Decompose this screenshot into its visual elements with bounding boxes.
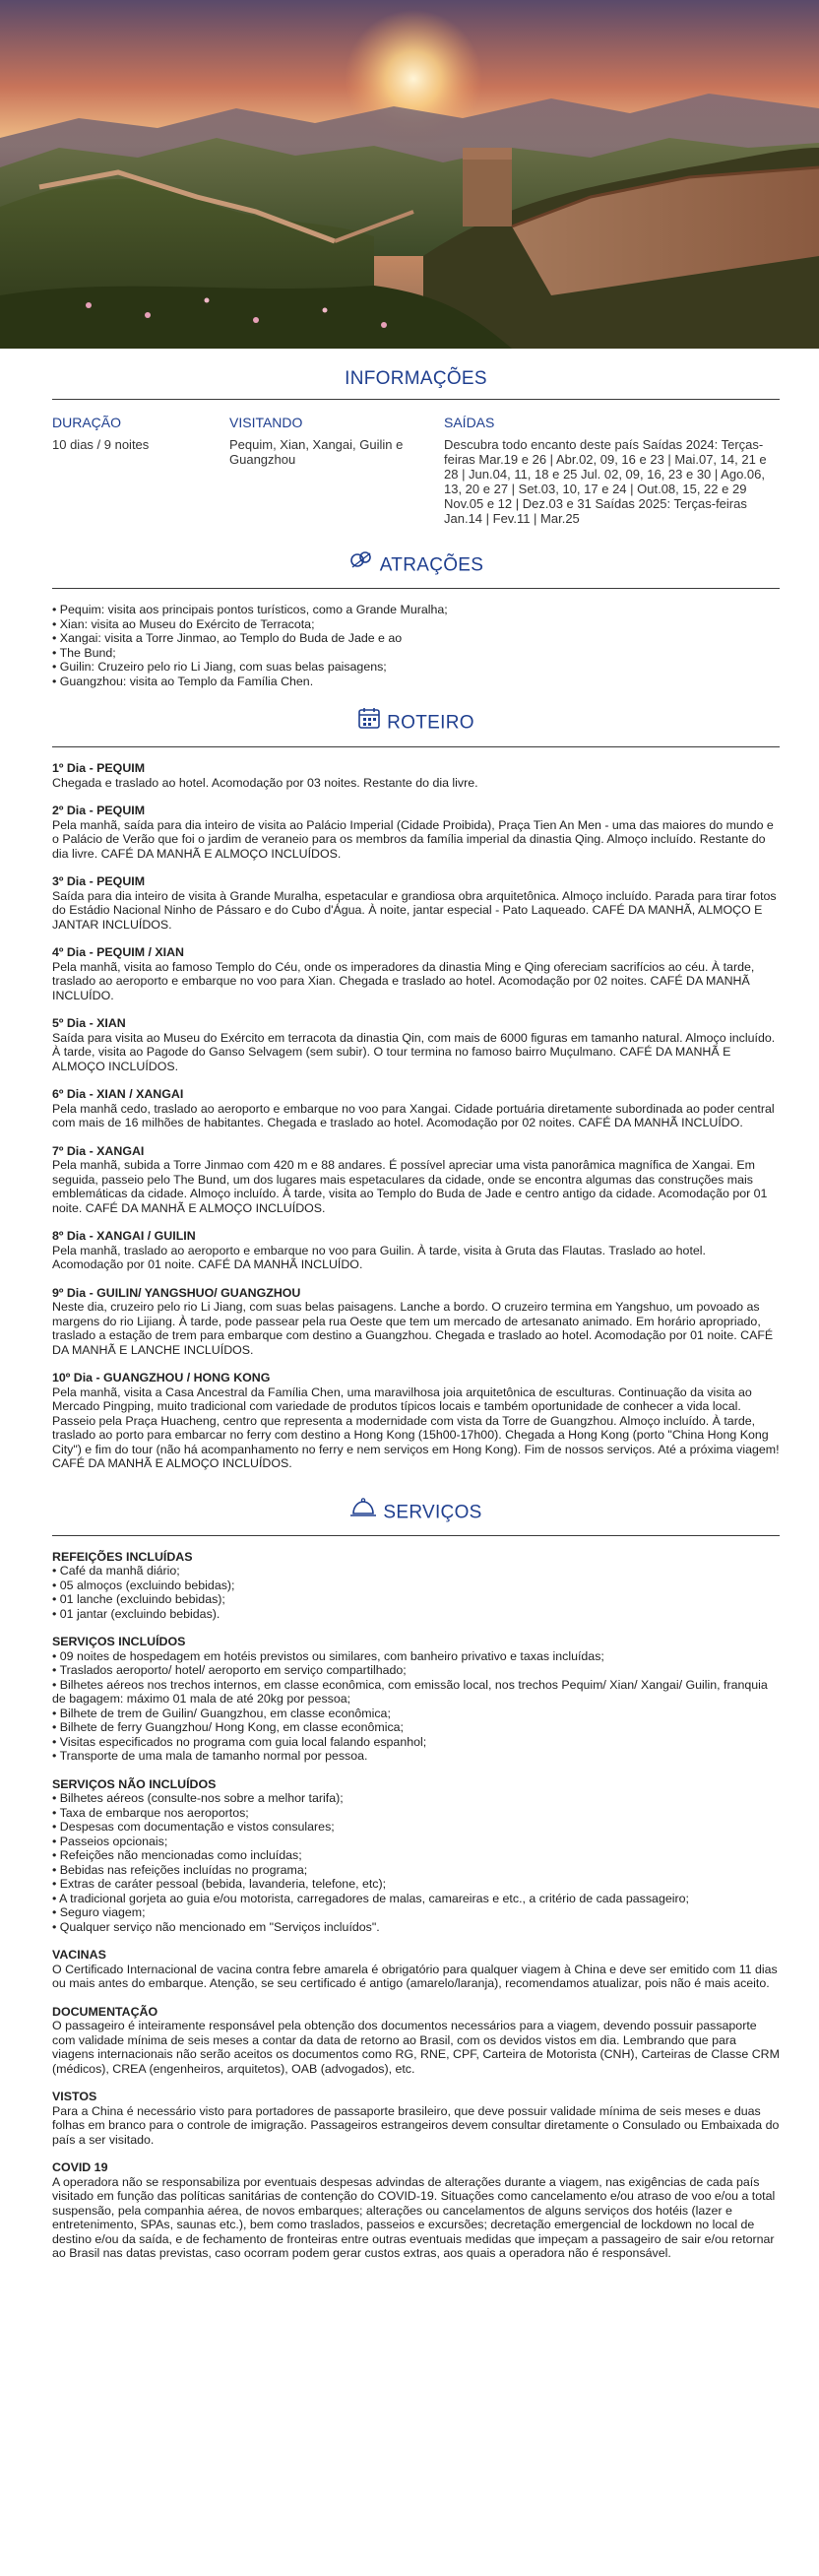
day-title: 3º Dia - PEQUIM xyxy=(52,874,146,888)
list-item: • Café da manhã diário; xyxy=(52,1564,780,1578)
list-item: • Despesas com documentação e vistos consulares; xyxy=(52,1820,780,1835)
list-item: • Guangzhou: visita ao Templo da Família Chen. xyxy=(52,675,780,689)
list-item: • 09 noites de hospedagem em hotéis previstos ou similares, com banheiro privativo e taxas incluídas; xyxy=(52,1649,780,1664)
departures-label: SAÍDAS xyxy=(444,415,495,430)
day-text: Saída para visita ao Museu do Exército em terracota da dinastia Qin, com mais de 6000 figuras em tamanho natural. Almoço incluído. À tarde, visita ao Pagode do Ganso Selvagem (sem subir). O tour termina no famoso bairro Muçulmano. CAFÉ DA MANHÃ E ALMOÇO INCLUÍDOS. xyxy=(52,1030,776,1073)
visiting-value: Pequim, Xian, Xangai, Guilin e Guangzhou xyxy=(229,437,404,467)
covid-title: COVID 19 xyxy=(52,2160,108,2174)
list-item: • The Bund; xyxy=(52,646,780,661)
day-title: 2º Dia - PEQUIM xyxy=(52,804,146,817)
list-item: • Extras de caráter pessoal (bebida, lavanderia, telefone, etc); xyxy=(52,1877,780,1892)
day-title: 10º Dia - GUANGZHOU / HONG KONG xyxy=(52,1371,271,1385)
list-item: • Xangai: visita a Torre Jinmao, ao Templo do Buda de Jade e ao xyxy=(52,631,780,646)
list-item: • 01 jantar (excluindo bebidas). xyxy=(52,1607,780,1622)
day-title: 4º Dia - PEQUIM / XIAN xyxy=(52,945,184,959)
day-text: Pela manhã, visita ao famoso Templo do Céu, onde os imperadores da dinastia Ming e Qing ofereciam sacrifícios ao céu. À tarde, traslado ao aeroporto e embarque no voo para Xian. Chegada e traslado ao hotel. Acomodação por 02 noites. CAFÉ DA MANHÃ INCLUÍDO. xyxy=(52,959,755,1002)
itinerary-day xyxy=(52,1286,780,1358)
itinerary-day xyxy=(52,761,780,790)
itinerary-day xyxy=(52,1371,780,1471)
covid-text: A operadora não se responsabiliza por eventuais despesas advindas de alterações durante a viagem, nas exigências de cada país visitado em função das políticas sanitárias de contenção do COVID-19. Situações como cancelamento e/ou atraso de voo e/ou a total suspensão, pela companhia aérea, de novos embarques; alterações ou cancelamentos de alguns serviços dos hotéis (lazer e entretenimento, SPAs, saunas etc.), bem como traslados, passeios e excursões; decretação emergencial de lockdown no local de destino e/ou da saída, e de fechamento de fronteiras entre outras eventuais medidas que impeçam a passageiro de sair e/ou retornar ao Brasil nas datas previstas, caso ocorram podem gerar custos extras, aos quais a operadora não é responsável. xyxy=(52,2174,776,2260)
list-item: • Traslados aeroporto/ hotel/ aeroporto em serviço compartilhado; xyxy=(52,1663,780,1678)
list-item: • Bilhetes aéreos (consulte-nos sobre a melhor tarifa); xyxy=(52,1791,780,1806)
duration-label: DURAÇÃO xyxy=(52,415,122,430)
day-text: Pela manhã cedo, traslado ao aeroporto e embarque no voo para Xangai. Cidade portuária diretamente subordinada ao poder central com mais de 16 milhões de habitantes. Chegada e traslado ao hotel. Acomodação por 02 noites. CAFÉ DA MANHÃ INCLUÍDO. xyxy=(52,1101,775,1129)
cloche-icon xyxy=(349,1497,377,1525)
itinerary-day xyxy=(52,1144,780,1216)
list-item: • 05 almoços (excluindo bebidas); xyxy=(52,1578,780,1593)
day-title: 6º Dia - XIAN / XANGAI xyxy=(52,1087,184,1101)
info-section-title: INFORMAÇÕES xyxy=(345,368,487,389)
list-item: • Transporte de uma mala de tamanho normal por pessoa. xyxy=(52,1749,780,1764)
day-text: Pela manhã, visita a Casa Ancestral da Família Chen, uma maravilhosa joia arquitetônica de esculturas. Continuação da visita ao Mercado Pingping, muito tradicional com variedade de produtos típicos locais e também oportunidade de conhecer a vida local. Passeio pela Praça Huacheng, centro que representa a modernidade com vista da Torre de Guangzhou. Almoço incluído. À tarde, traslado ao porto para embarcar no ferry com destino a Hong Kong (15h00-17h00). Chegada a Hong Kong (porto "China Hong Kong City") e fim do tour (não há acompanhamento no ferry e nem serviços em Hong Kong). Fim de nossos serviços. Até a próxima viagem! CAFÉ DA MANHÃ E ALMOÇO INCLUÍDOS. xyxy=(52,1385,780,1470)
departures-value: Descubra todo encanto deste país Saídas 2024: Terças-feiras Mar.19 e 26 | Abr.02, 09, 16 e 23 | Mai.07, 14, 21 e 28 | Jun.04, 11, 18 e 25 Jul. 02, 09, 16, 23 e 30 | Ago.06, 13, 20 e 27 | Set.03, 10, 17 e 24 | Out.08, 15, 22 e 29 Nov.05 e 12 | Dez.03 e 31 Saídas 2025: Terças-feiras Jan.14 | Fev.11 | Mar.25 xyxy=(444,437,767,526)
not-included-block xyxy=(52,1777,780,1935)
included-list xyxy=(52,1649,780,1764)
calendar-icon xyxy=(357,706,381,737)
attractions-section-title xyxy=(52,551,780,580)
great-wall-photo xyxy=(0,0,819,349)
list-item: • Passeios opcionais; xyxy=(52,1835,780,1849)
visas-title: VISTOS xyxy=(52,2090,97,2103)
attractions-title-text: ATRAÇÕES xyxy=(379,554,484,576)
day-text: Saída para dia inteiro de visita à Grande Muralha, espetacular e grandiosa obra arquitetônica. Almoço incluído. Parada para tirar fotos do Estádio Nacional Ninho de Pássaro e do Cubo d'Água. À noite, jantar especial - Pato Laqueado. CAFÉ DA MANHÃ, ALMOÇO E JANTAR INCLUÍDOS. xyxy=(52,888,777,932)
day-title: 7º Dia - XANGAI xyxy=(52,1143,145,1158)
day-text: Pela manhã, subida a Torre Jinmao com 420 m e 88 andares. É possível apreciar uma vista panorâmica magnífica de Xangai. Em seguida, passeio pelo The Bund, um dos lugares mais espetaculares da cidade, onde se encontra algumas das construções mais emblemáticas da cidade. Almoço incluído. À tarde, visita ao Templo do Buda de Jade e centro antigo da cidade. Acomodação por 01 noite. CAFÉ DA MANHÃ E ALMOÇO INCLUÍDOS. xyxy=(52,1158,768,1215)
list-item: • Bilhete de trem de Guilin/ Guangzhou, em classe econômica; xyxy=(52,1707,780,1721)
visas-block xyxy=(52,2090,780,2147)
vaccines-title: VACINAS xyxy=(52,1948,106,1962)
divider xyxy=(52,588,780,589)
included-title: SERVIÇOS INCLUÍDOS xyxy=(52,1635,186,1648)
visas-text: Para a China é necessário visto para portadores de passaporte brasileiro, que deve possuir validade mínima de seis meses e duas folhas em branco para o controle de imigração. Passageiros estrangeiros devem consultar diretamente o Consulado ou Embaixada do país a ser visitado. xyxy=(52,2103,780,2147)
day-text: Chegada e traslado ao hotel. Acomodação por 03 noites. Restante do dia livre. xyxy=(52,775,478,790)
info-grid xyxy=(52,414,780,526)
meals-block xyxy=(52,1550,780,1622)
list-item: • Taxa de embarque nos aeroportos; xyxy=(52,1806,780,1821)
list-item: • 01 lanche (excluindo bebidas); xyxy=(52,1592,780,1607)
list-item: • Visitas especificados no programa com guia local falando espanhol; xyxy=(52,1735,780,1750)
visiting-label: VISITANDO xyxy=(229,415,303,430)
list-item: • A tradicional gorjeta ao guia e/ou motorista, carregadores de malas, camareiras e etc., a critério de cada passageiro; xyxy=(52,1892,780,1906)
itinerary-day xyxy=(52,945,780,1002)
list-item: • Qualquer serviço não mencionado em "Serviços incluídos". xyxy=(52,1920,780,1935)
list-item: • Refeições não mencionadas como incluídas; xyxy=(52,1848,780,1863)
itinerary-day xyxy=(52,1229,780,1272)
day-title: 5º Dia - XIAN xyxy=(52,1016,126,1030)
itinerary-day xyxy=(52,804,780,861)
not-included-list xyxy=(52,1791,780,1934)
day-text: Pela manhã, saída para dia inteiro de visita ao Palácio Imperial (Cidade Proibida), Praça Tien An Men - uma das maiores do mundo e o Palácio de Verão que foi o jardim de veraneio para os membros da família imperial da dinastia Qing. Almoço incluído. Restante do dia livre. CAFÉ DA MANHÃ E ALMOÇO INCLUÍDOS. xyxy=(52,817,774,861)
itinerary-title-text: ROTEIRO xyxy=(387,712,474,734)
services-section-title xyxy=(52,1499,780,1527)
day-title: 8º Dia - XANGAI / GUILIN xyxy=(52,1229,196,1243)
meals-list xyxy=(52,1564,780,1621)
list-item: • Bebidas nas refeições incluídas no programa; xyxy=(52,1863,780,1878)
divider xyxy=(52,746,780,747)
attractions-list xyxy=(52,603,780,688)
list-item: • Xian: visita ao Museu do Exército de Terracota; xyxy=(52,617,780,632)
list-item: • Guilin: Cruzeiro pelo rio Li Jiang, com suas belas paisagens; xyxy=(52,660,780,675)
departures-column xyxy=(444,414,780,526)
day-title: 9º Dia - GUILIN/ YANGSHUO/ GUANGZHOU xyxy=(52,1285,301,1300)
vaccines-block xyxy=(52,1948,780,1991)
list-item: • Bilhetes aéreos nos trechos internos, em classe econômica, com emissão local, nos trechos Pequim/ Xian/ Xangai/ Guilin, franquia de bagagem: máximo 01 mala de até 20kg por pessoa; xyxy=(52,1678,780,1707)
duration-value: 10 dias / 9 noites xyxy=(52,437,150,452)
itinerary-day xyxy=(52,1087,780,1130)
day-title: 1º Dia - PEQUIM xyxy=(52,761,146,775)
documents-title: DOCUMENTAÇÃO xyxy=(52,2004,158,2019)
itinerary-day xyxy=(52,874,780,932)
covid-block xyxy=(52,2160,780,2261)
attractions-icon xyxy=(348,549,374,578)
services-title-text: SERVIÇOS xyxy=(383,1502,482,1523)
divider xyxy=(52,1535,780,1536)
included-block xyxy=(52,1635,780,1764)
itinerary-section-title xyxy=(52,708,780,739)
list-item: • Pequim: visita aos principais pontos turísticos, como a Grande Muralha; xyxy=(52,603,780,617)
visiting-column xyxy=(229,414,444,526)
documents-block xyxy=(52,2005,780,2077)
divider xyxy=(52,399,780,400)
itinerary-day xyxy=(52,1016,780,1073)
duration-column xyxy=(52,414,229,526)
meals-title: REFEIÇÕES INCLUÍDAS xyxy=(52,1549,193,1564)
list-item: • Seguro viagem; xyxy=(52,1905,780,1920)
day-text: Neste dia, cruzeiro pelo rio Li Jiang, com suas belas paisagens. Lanche a bordo. O cruzeiro termina em Yangshuo, um povoado as margens do rio Lijiang. À tarde, pode passear pela rua Oeste que tem um mercado de artesanato animado. Em horário apropriado, traslado a estação de trem para embarque com destino a Guangzhou. Chegada e traslado ao hotel. Acomodação por 01 noite. CAFÉ DA MANHÃ E LANCHE INCLUÍDOS. xyxy=(52,1300,774,1357)
day-text: Pela manhã, traslado ao aeroporto e embarque no voo para Guilin. À tarde, visita à Gruta das Flautas. Traslado ao hotel. Acomodação por 01 noite. CAFÉ DA MANHÃ INCLUÍDO. xyxy=(52,1243,706,1271)
hero-image xyxy=(0,0,819,349)
documents-text: O passageiro é inteiramente responsável pela obtenção dos documentos necessários para a viagem, devendo possuir passaporte com validade mínima de seis meses a contar da data de retorno ao Brasil, com os devidos vistos em dia. Lembrando que para viagens internacionais não serão aceitos os documentos como RG, RNE, CPF, Carteira de Motorista (CNH), Carteiras de Classe CRM (médicos), CREA (engenheiros, arquitetos), OAB (advogados), etc. xyxy=(52,2019,780,2076)
list-item: • Bilhete de ferry Guangzhou/ Hong Kong, em classe econômica; xyxy=(52,1720,780,1735)
vaccines-text: O Certificado Internacional de vacina contra febre amarela é obrigatório para qualquer viagem à China e deve ser emitido com 11 dias ou mais antes do embarque. Atenção, se seu certificado é antigo (amarelo/laranja), recomendamos atualizar, pois não é mais aceito. xyxy=(52,1962,778,1990)
not-included-title: SERVIÇOS NÃO INCLUÍDOS xyxy=(52,1776,217,1791)
